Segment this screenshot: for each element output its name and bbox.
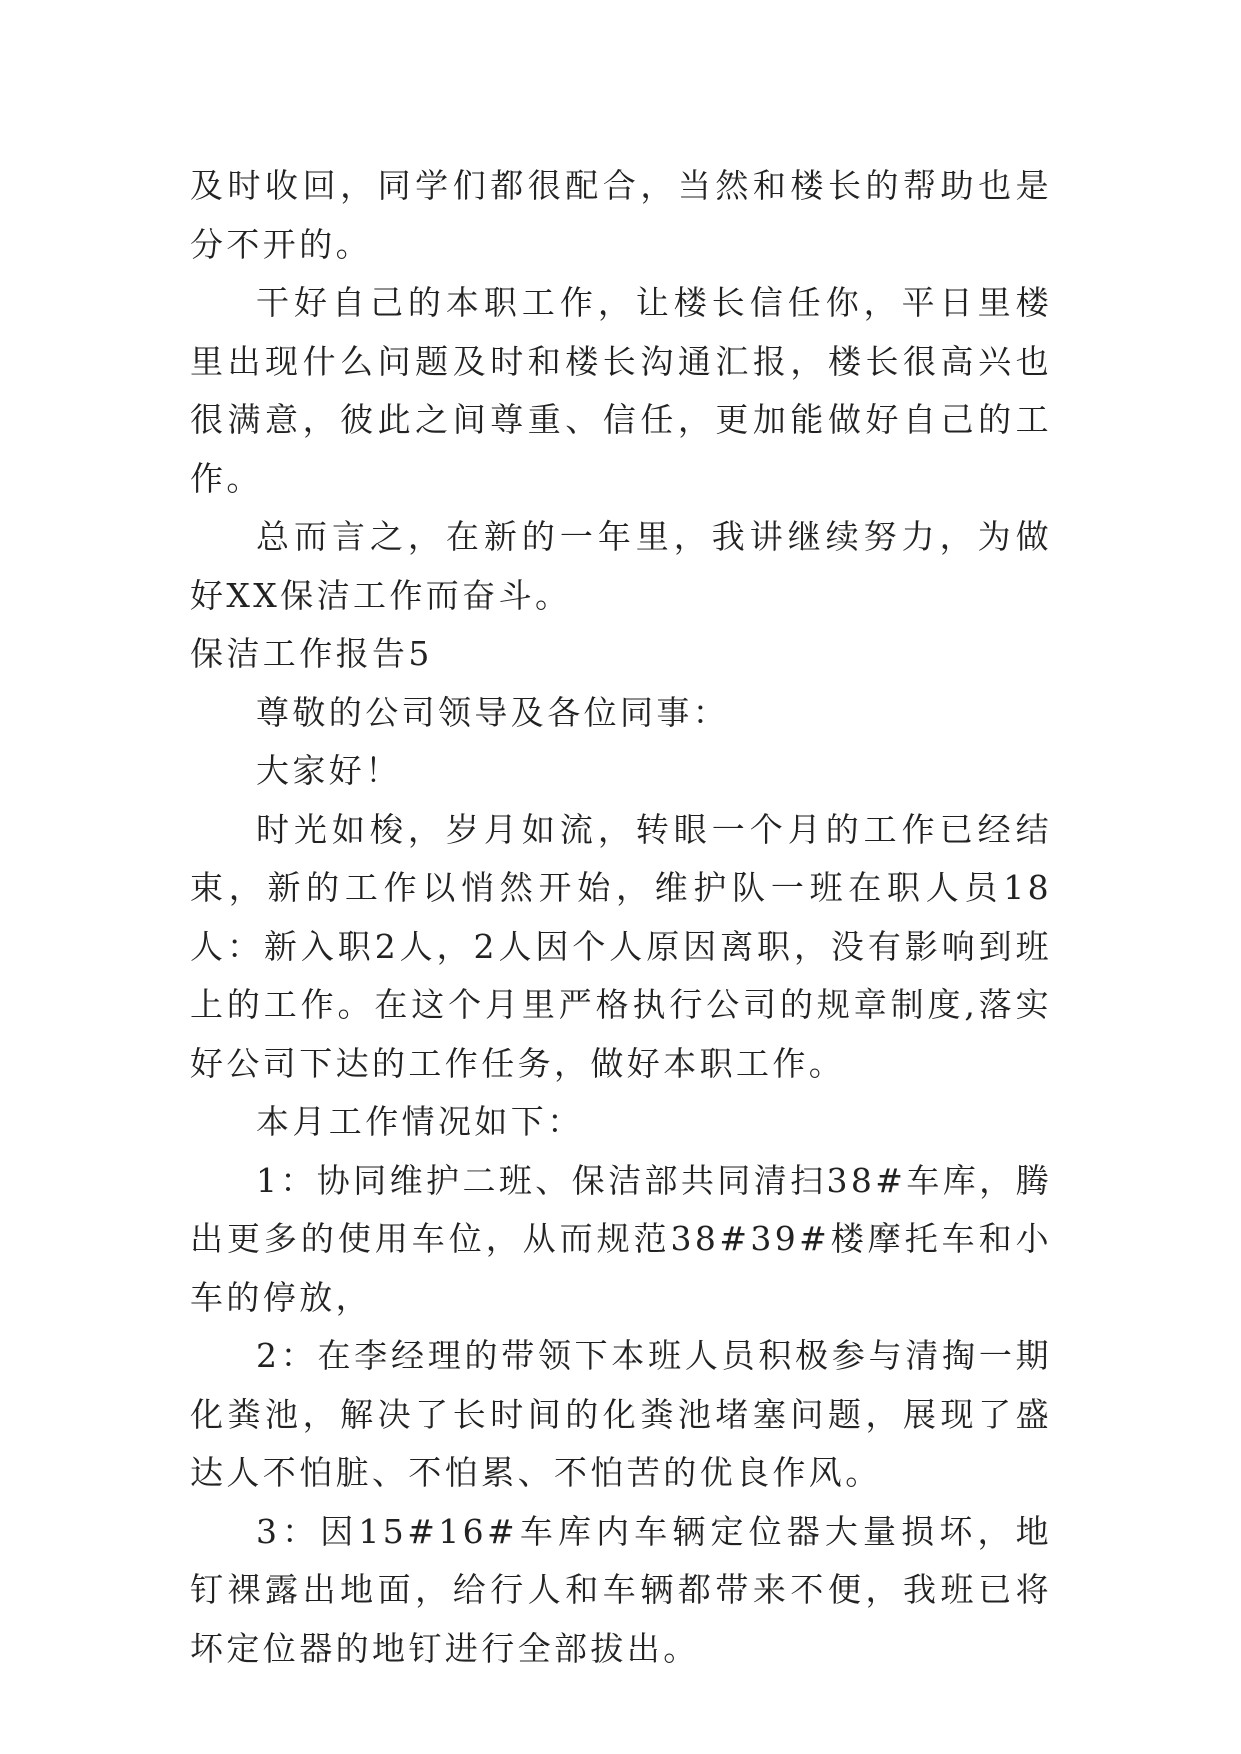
list-item-3: 3：因15#16#车库内车辆定位器大量损坏，地钉裸露出地面，给行人和车辆都带来不便，我班已将坏定位器的地钉进行全部拔出。 [190,1511,1052,1668]
list-item-1: 1：协同维护二班、保洁部共同清扫38#车库，腾出更多的使用车位，从而规范38#39#楼摩托车和小车的停放， [190,1160,1052,1317]
salutation: 尊敬的公司领导及各位同事： [256,692,730,732]
paragraph-summary: 总而言之，在新的一年里，我讲继续努力，为做好XX保洁工作而奋斗。 [190,517,1052,615]
paragraph-work-intro: 本月工作情况如下： [256,1102,584,1141]
document-body [190,157,1052,1678]
greeting: 大家好！ [256,751,402,790]
paragraph-own-duties: 干好自己的本职工作，让楼长信任你，平日里楼里出现什么问题及时和楼长沟通汇报，楼长很高兴也很满意，彼此之间尊重、信任，更加能做好自己的工作。 [190,283,1052,498]
paragraph-overview: 时光如梭，岁月如流，转眼一个月的工作已经结束，新的工作以悄然开始，维护队一班在职人员18人：新入职2人，2人因个人原因离职，没有影响到班上的工作。在这个月里严格执行公司的规章制度,落实好公司下达的工作任务，做好本职工作。 [190,809,1052,1083]
paragraph-continuation: 及时收回，同学们都很配合，当然和楼长的帮助也是分不开的。 [190,166,1052,264]
section-heading: 保洁工作报告5 [190,634,433,673]
list-item-2: 2：在李经理的带领下本班人员积极参与清掏一期化粪池，解决了长时间的化粪池堵塞问题，展现了盛达人不怕脏、不怕累、不怕苦的优良作风。 [190,1336,1052,1492]
